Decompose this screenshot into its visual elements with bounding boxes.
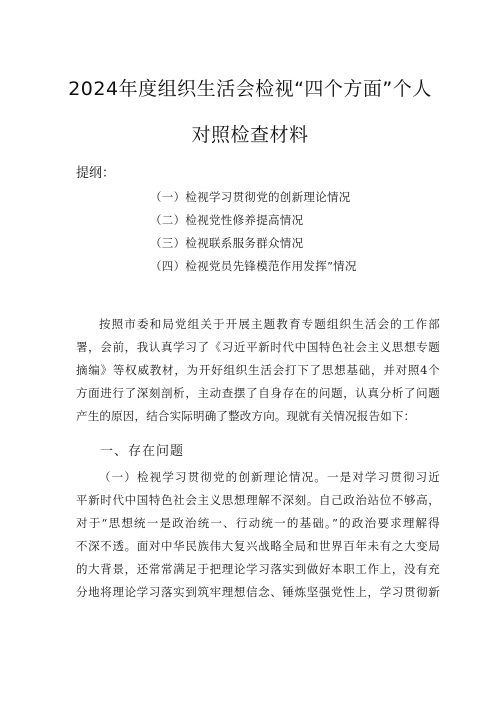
outline-item: （三）检视联系服务群众情况 [150, 236, 304, 250]
outline-label: 提纲： [76, 166, 116, 181]
intro-paragraph [76, 313, 440, 428]
document-title-line-1: 2024年度组织生活会检视“四个方面”个人 [68, 78, 432, 100]
outline-item: （四）检视党员先锋模范作用发挥”情况 [150, 259, 357, 273]
outline-list [150, 186, 357, 278]
paragraph-line: 的大背景，还常常满足于把理论学习落实到做好本职工作上，没有充 [76, 562, 440, 576]
paragraph-line: 对于“思想统一是政治统一、行动统一的基础。”的政治要求理解得 [76, 516, 440, 530]
section-heading: 一、存在问题 [100, 444, 185, 459]
paragraph-line: 按照市委和局党组关于开展主题教育专题组织生活会的工作部 [99, 317, 440, 331]
section-paragraph [76, 466, 440, 604]
paragraph-line: 分地将理论学习落实到筑牢理想信念、锤炼坚强党性上，学习贯彻新 [76, 585, 440, 599]
paragraph-line: （一）检视学习贯彻党的创新理论情况。一是对学习贯彻习近 [99, 470, 440, 484]
document-title-line-2: 对照检查材料 [191, 124, 309, 146]
paragraph-line: 署，会前，我认真学习了《习近平新时代中国特色社会主义思想专题 [76, 340, 440, 354]
paragraph-line: 平新时代中国特色社会主义思想理解不深刻。自己政治站位不够高， [76, 493, 440, 507]
outline-item: （一）检视学习贯彻党的创新理论情况 [150, 190, 351, 204]
paragraph-line: 产生的原因，结合实际明确了整改方向。现就有关情况报告如下： [76, 409, 416, 423]
paragraph-line: 不深不透。面对中华民族伟大复兴战略全局和世界百年未有之大变局 [76, 539, 440, 553]
outline-item: （二）检视党性修养提高情况 [150, 213, 304, 227]
paragraph-line: 摘编》等权威教材，为开好组织生活会打下了思想基础，并对照4个 [76, 363, 440, 377]
paragraph-line: 方面进行了深刻剖析，主动查摆了自身存在的问题，认真分析了问题 [76, 386, 440, 400]
